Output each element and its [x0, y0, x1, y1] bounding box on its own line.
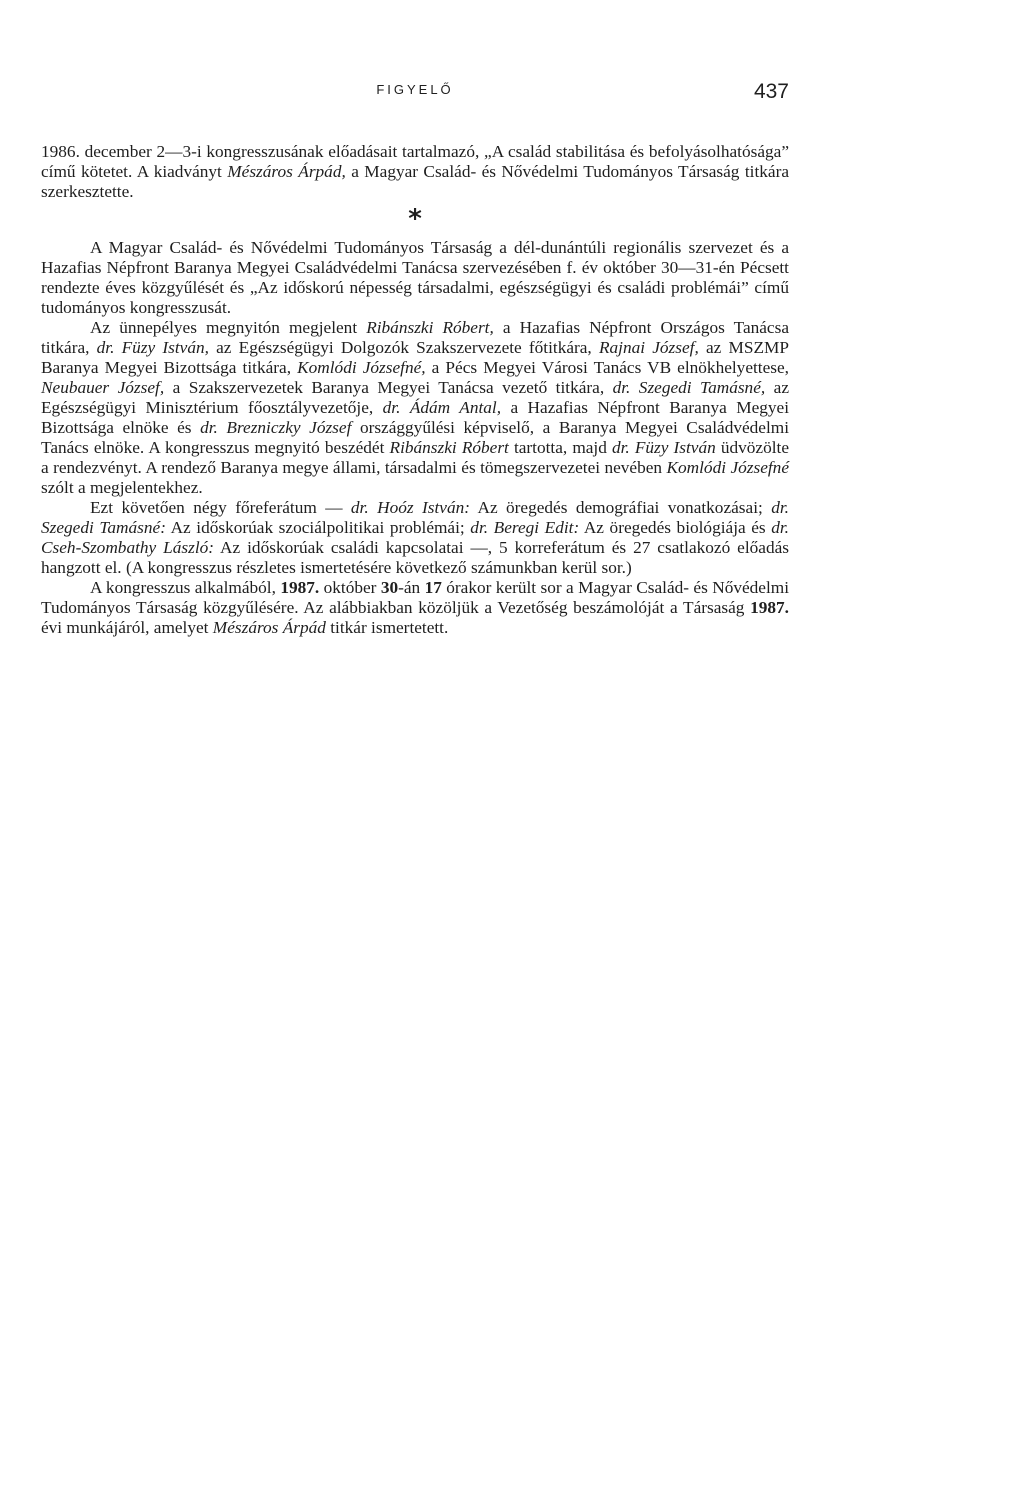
person-name: dr. Beregi Edit: [470, 518, 580, 537]
page-number: 437 [753, 80, 789, 103]
running-title: FIGYELŐ [376, 82, 454, 97]
text-run: titkár ismertetett. [325, 618, 449, 637]
text-run: az Egészségügyi Minisztérium főosztályvezetője, [41, 378, 789, 417]
person-name: dr. Füzy István [611, 438, 716, 457]
person-name: Neubauer József, [41, 378, 165, 397]
text-run: az MSZMP Baranya Megyei Bizottsága titkára, [41, 338, 789, 377]
person-name: Mészáros Árpád [212, 618, 326, 637]
text-run: évi munkájáról, amelyet [41, 618, 213, 637]
person-name: dr. Szegedi Tamásné, [612, 378, 766, 397]
text-run: Az öregedés demográfiai vonatkozásai; [470, 498, 772, 517]
text-run: Az öregedés biológiája és [579, 518, 772, 537]
article-body [41, 142, 789, 648]
text-run: a Pécs Megyei Városi Tanács VB elnökhelyettese, [425, 358, 789, 377]
text-run: -án [398, 578, 425, 597]
person-name: dr. Ádám Antal, [382, 398, 502, 417]
paragraph-congress-intro [41, 238, 789, 318]
text-run: 1986. december 2—3-i kongresszusának előadásait tartalmazó, „A család stabilitása és befolyásolhatósága” című kötetet. A kiadványt [41, 142, 789, 181]
text-run: Az ünnepélyes megnyitón megjelent [90, 318, 367, 337]
person-name: Komlódi Józsefné, [297, 358, 426, 377]
person-name: dr. Hoóz István: [350, 498, 470, 517]
text-run: üdvözölte a rendezvényt. A rendező Baranya megye állami, társadalmi és tömegszervezetei nevében [41, 438, 790, 477]
text-run: Ezt követően négy főreferátum — [90, 498, 351, 517]
text-run: Az időskorúak családi kapcsolatai —, 5 korreferátum és 27 csatlakozó előadás hangzott el. (A kongresszus részletes ismertetésére következő számunkban kerül sor.) [41, 538, 789, 577]
paragraph-general-assembly [41, 578, 789, 638]
text-run: Az időskorúak szociálpolitikai problémái; [165, 518, 471, 537]
text-run: A kongresszus alkalmából, [90, 578, 281, 597]
page-header [41, 80, 789, 110]
person-name: dr. Brezniczky József [200, 418, 352, 437]
numeral: 1987. [280, 578, 320, 597]
paragraph-main-lectures [41, 498, 789, 578]
text-run: a Hazafias Népfront Országos Tanácsa titkára, [41, 318, 789, 357]
person-name: Rajnai József, [598, 338, 699, 357]
numeral: 17 [424, 578, 442, 597]
paragraph-opening-ceremony [41, 318, 789, 498]
text-run: az Egészségügyi Dolgozók Szakszervezete főtitkára, [208, 338, 599, 357]
text-run: országgyűlési képviselő, a Baranya Megyei Családvédelmi Tanács elnöke. A kongresszus megnyitó beszédét [41, 418, 789, 457]
paragraph-book-notice [41, 142, 789, 202]
text-run: a Magyar Család- és Nővédelmi Tudományos Társaság titkára szerkesztette. [41, 162, 789, 201]
text-run: szólt a megjelentekhez. [41, 478, 203, 497]
text-run: a Hazafias Népfront Baranya Megyei Bizottsága elnöke és [41, 398, 789, 437]
text-run: órakor került sor a Magyar Család- és Nővédelmi Tudományos Társaság közgyűlésére. Az alábbiakban közöljük a Vezetőség beszámolóját a Társaság [41, 578, 790, 617]
person-name: Ribánszki Róbert, [366, 318, 494, 337]
text-run: tartotta, majd [508, 438, 612, 457]
person-name: dr. Füzy István, [96, 338, 209, 357]
person-name: dr. Szegedi Tamásné: [41, 498, 789, 537]
person-name: Mészáros Árpád, [227, 162, 346, 181]
numeral: 30 [380, 578, 399, 597]
person-name: dr. Cseh-Szombathy László: [41, 518, 789, 557]
text-run: A Magyar Család- és Nővédelmi Tudományos Társaság a dél-dunántúli regionális szervezet és a Hazafias Népfront Baranya Megyei Családvédelmi Tanácsa szervezésében f. év október 30—31-én Pécsett rendezte éves közgyűlését és „Az időskorú népesség társadalmi, egészségügyi és családi problémái” című tudományos kongresszusát. [41, 238, 789, 317]
person-name: Komlódi Józsefné [666, 458, 789, 477]
person-name: Ribánszki Róbert [389, 438, 509, 457]
section-separator-asterisk: * [408, 204, 422, 234]
text-run: a Szakszervezetek Baranya Megyei Tanácsa vezető titkára, [164, 378, 613, 397]
text-run: október [319, 578, 381, 597]
numeral: 1987. [750, 598, 789, 617]
